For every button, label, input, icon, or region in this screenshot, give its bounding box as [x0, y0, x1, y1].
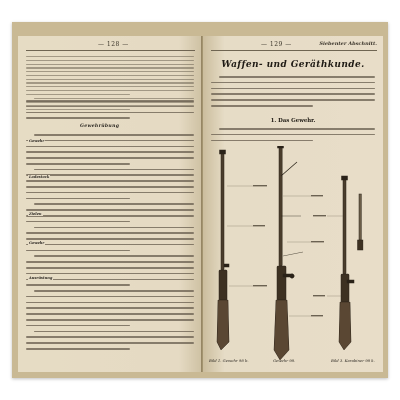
figure-caption-3: Bild 3. Karabiner 98 k.: [331, 358, 375, 363]
left-page-number: — 128 —: [98, 41, 129, 48]
right-body-text: [211, 128, 375, 145]
rifle-1-drawing: [217, 150, 229, 350]
right-intro-paragraph: [211, 76, 375, 111]
left-inline-word-2: Ladestock: [29, 175, 50, 179]
left-body-text: [26, 134, 194, 354]
chapter-title: Waffen- und Geräthkunde.: [221, 60, 365, 70]
left-middle-paragraph: [26, 100, 194, 123]
running-head: Siebenter Abschnitt.: [319, 41, 377, 47]
figure-caption-2: Gewehr 98.: [273, 358, 296, 363]
section-subheading: 1. Das Gewehr.: [270, 118, 316, 124]
left-inline-word-1: Gewehr: [29, 139, 45, 143]
right-page-number: — 129 —: [261, 41, 292, 48]
open-book: [12, 22, 388, 378]
rifle-3-drawing: [339, 176, 363, 350]
right-header-rule: [211, 50, 377, 51]
left-page: [18, 36, 201, 372]
right-page: [203, 36, 383, 372]
left-header-rule: [26, 50, 195, 51]
left-inline-word-3: Zielen: [29, 212, 42, 216]
left-inline-word-4: Gewehr: [29, 241, 45, 245]
left-section-heading: Gewehrübung: [80, 124, 120, 129]
rifle-2-drawing: [274, 146, 303, 360]
left-inline-word-5: Ausrüstung: [29, 276, 53, 280]
part-label-marks: [253, 185, 326, 316]
figure-caption-1: Bild 1. Gewehr 98 b.: [209, 358, 249, 363]
rifle-illustration: [207, 146, 379, 368]
